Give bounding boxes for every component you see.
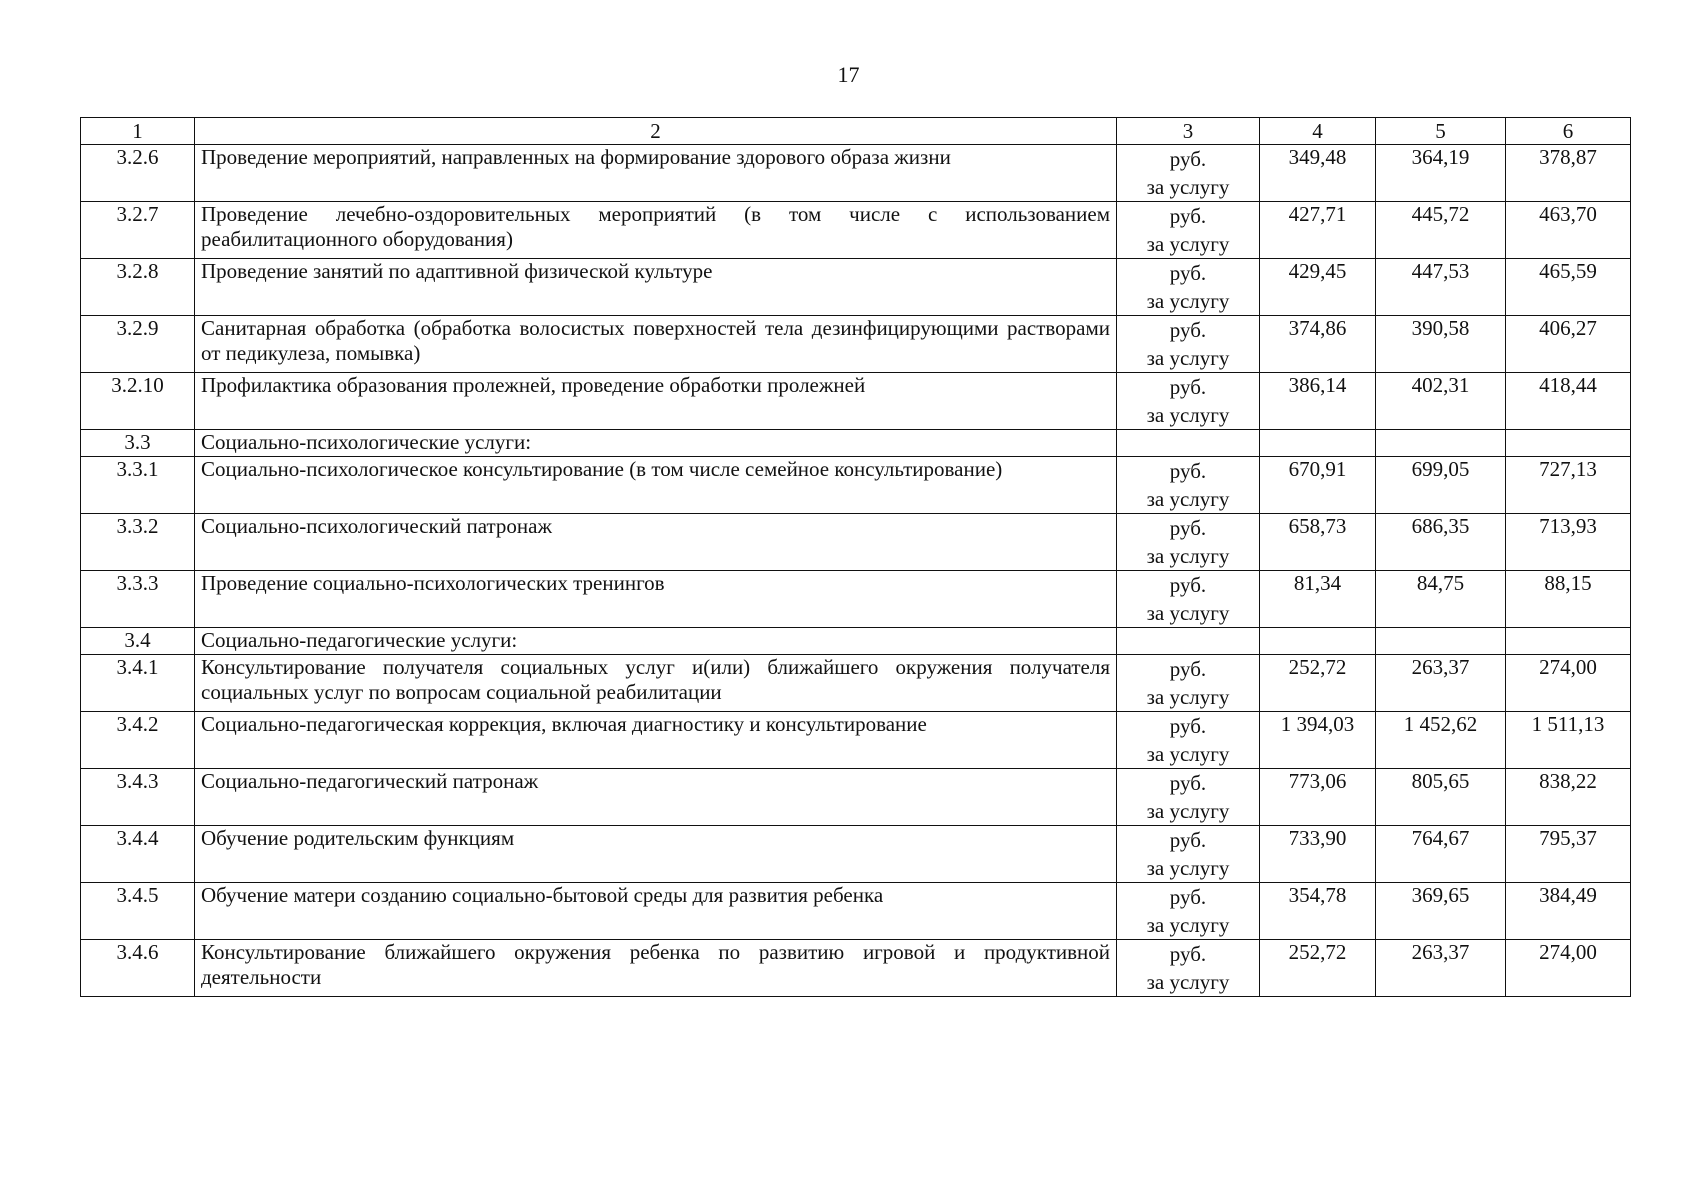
tariff-value-col4: 658,73 [1260,514,1376,571]
tariff-value-col4: 374,86 [1260,316,1376,373]
unit-cell: руб. за услугу [1117,826,1260,883]
tariff-value-col5: 263,37 [1376,940,1506,997]
tariff-value-col6: 795,37 [1506,826,1631,883]
unit-cell: руб. за услугу [1117,883,1260,940]
tariff-value-col5: 686,35 [1376,514,1506,571]
tariff-value-col6: 465,59 [1506,259,1631,316]
table-row [81,769,1631,826]
service-name: Социально-психологический патронаж [195,514,1117,571]
service-code: 3.3 [81,430,195,457]
unit-cell: руб. за услугу [1117,571,1260,628]
tariff-value-col4: 733,90 [1260,826,1376,883]
table-row [81,316,1631,373]
tariff-value-col5: 447,53 [1376,259,1506,316]
unit-cell [1117,628,1260,655]
page-number: 17 [837,62,860,87]
tariff-value-col4: 670,91 [1260,457,1376,514]
tariff-value-col4: 252,72 [1260,940,1376,997]
service-name: Консультирование получателя социальных услуг и(или) ближайшего окружения получателя социальных услуг по вопросам социальной реабилитации [195,655,1117,712]
service-code: 3.3.1 [81,457,195,514]
service-code: 3.4 [81,628,195,655]
tariff-value-col4: 427,71 [1260,202,1376,259]
service-name: Обучение родительским функциям [195,826,1117,883]
service-name: Социально-педагогическая коррекция, включая диагностику и консультирование [195,712,1117,769]
tariff-value-col6: 384,49 [1506,883,1631,940]
table-row [81,826,1631,883]
tariff-value-col5 [1376,430,1506,457]
unit-cell: руб. за услугу [1117,145,1260,202]
service-name: Социально-психологическое консультирование (в том числе семейное консультирование) [195,457,1117,514]
service-code: 3.4.2 [81,712,195,769]
tariff-value-col6 [1506,430,1631,457]
tariff-value-col6: 406,27 [1506,316,1631,373]
unit-cell: руб. за услугу [1117,373,1260,430]
tariff-value-col6: 88,15 [1506,571,1631,628]
tariff-value-col6: 274,00 [1506,940,1631,997]
tariff-value-col5: 364,19 [1376,145,1506,202]
unit-cell: руб. за услугу [1117,769,1260,826]
unit-cell: руб. за услугу [1117,202,1260,259]
service-code: 3.4.3 [81,769,195,826]
tariff-value-col6: 838,22 [1506,769,1631,826]
service-code: 3.3.2 [81,514,195,571]
tariff-value-col6 [1506,628,1631,655]
tariff-value-col5 [1376,628,1506,655]
tariff-table [80,117,1631,997]
column-number-row [81,118,1631,145]
table-row [81,883,1631,940]
tariff-value-col4: 349,48 [1260,145,1376,202]
tariff-value-col4: 1 394,03 [1260,712,1376,769]
service-name: Проведение социально-психологических тренингов [195,571,1117,628]
table-row [81,145,1631,202]
service-name: Социально-психологические услуги: [195,430,1117,457]
tariff-value-col4: 386,14 [1260,373,1376,430]
tariff-value-col4 [1260,430,1376,457]
column-header: 6 [1506,118,1631,145]
service-name: Проведение мероприятий, направленных на формирование здорового образа жизни [195,145,1117,202]
section-row [81,628,1631,655]
unit-cell: руб. за услугу [1117,940,1260,997]
unit-cell: руб. за услугу [1117,514,1260,571]
tariff-value-col5: 445,72 [1376,202,1506,259]
tariff-value-col5: 402,31 [1376,373,1506,430]
unit-cell: руб. за услугу [1117,457,1260,514]
service-name: Консультирование ближайшего окружения ребенка по развитию игровой и продуктивной деятельности [195,940,1117,997]
service-name: Социально-педагогические услуги: [195,628,1117,655]
service-name: Проведение лечебно-оздоровительных мероприятий (в том числе с использованием реабилитационного оборудования) [195,202,1117,259]
tariff-value-col6: 274,00 [1506,655,1631,712]
unit-cell: руб. за услугу [1117,712,1260,769]
tariff-value-col5: 764,67 [1376,826,1506,883]
tariff-value-col4: 354,78 [1260,883,1376,940]
section-row [81,430,1631,457]
table-row [81,373,1631,430]
table-row [81,940,1631,997]
column-header: 2 [195,118,1117,145]
unit-cell: руб. за услугу [1117,259,1260,316]
service-code: 3.2.9 [81,316,195,373]
column-header: 5 [1376,118,1506,145]
column-header: 4 [1260,118,1376,145]
tariff-value-col5: 699,05 [1376,457,1506,514]
tariff-value-col4: 773,06 [1260,769,1376,826]
service-code: 3.2.7 [81,202,195,259]
column-header: 3 [1117,118,1260,145]
table-row [81,514,1631,571]
service-code: 3.4.1 [81,655,195,712]
table-row [81,655,1631,712]
service-name: Обучение матери созданию социально-бытовой среды для развития ребенка [195,883,1117,940]
service-code: 3.4.4 [81,826,195,883]
service-name: Проведение занятий по адаптивной физической культуре [195,259,1117,316]
tariff-value-col4 [1260,628,1376,655]
service-code: 3.4.6 [81,940,195,997]
tariff-value-col6: 378,87 [1506,145,1631,202]
tariff-value-col5: 390,58 [1376,316,1506,373]
service-code: 3.2.8 [81,259,195,316]
unit-cell [1117,430,1260,457]
service-code: 3.2.10 [81,373,195,430]
service-code: 3.4.5 [81,883,195,940]
service-name: Санитарная обработка (обработка волосистых поверхностей тела дезинфицирующими растворами от педикулеза, помывка) [195,316,1117,373]
service-name: Профилактика образования пролежней, проведение обработки пролежней [195,373,1117,430]
table-row [81,457,1631,514]
service-code: 3.3.3 [81,571,195,628]
table-row [81,571,1631,628]
tariff-value-col4: 429,45 [1260,259,1376,316]
tariff-value-col5: 84,75 [1376,571,1506,628]
tariff-value-col6: 713,93 [1506,514,1631,571]
column-header: 1 [81,118,195,145]
tariff-value-col5: 263,37 [1376,655,1506,712]
tariff-value-col6: 727,13 [1506,457,1631,514]
tariff-value-col6: 463,70 [1506,202,1631,259]
unit-cell: руб. за услугу [1117,655,1260,712]
tariff-value-col6: 418,44 [1506,373,1631,430]
table-row [81,259,1631,316]
service-name: Социально-педагогический патронаж [195,769,1117,826]
tariff-value-col5: 369,65 [1376,883,1506,940]
table-row [81,202,1631,259]
service-code: 3.2.6 [81,145,195,202]
tariff-value-col4: 252,72 [1260,655,1376,712]
tariff-value-col4: 81,34 [1260,571,1376,628]
tariff-value-col5: 1 452,62 [1376,712,1506,769]
unit-cell: руб. за услугу [1117,316,1260,373]
tariff-value-col6: 1 511,13 [1506,712,1631,769]
tariff-value-col5: 805,65 [1376,769,1506,826]
table-row [81,712,1631,769]
